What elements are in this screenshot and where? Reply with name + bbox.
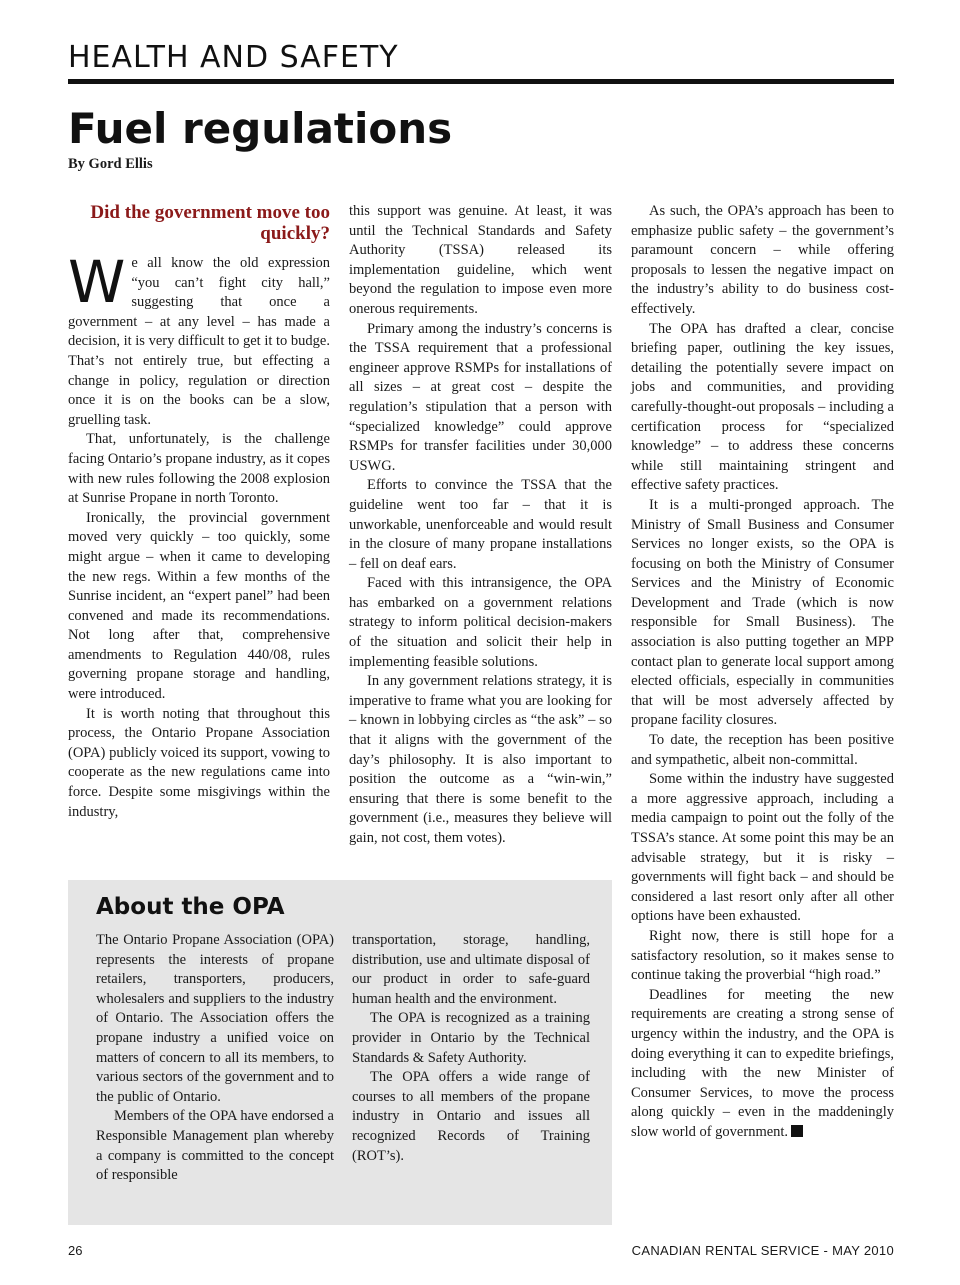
pull-quote: Did the government move too quickly? (90, 202, 330, 244)
paragraph: transportation, storage, handling, distribution, use and ultimate disposal of our product in order to safe-guard human health and the environment. (352, 932, 590, 1007)
paragraph: To date, the reception has been positive and sympathetic, albeit non-committal. (631, 732, 894, 768)
paragraph: Efforts to convince the TSSA that the guideline went too far – that it is unworkable, unenforceable and would result in the closure of many propane installations – fell on deaf ears. (349, 477, 612, 572)
paragraph: Deadlines for meeting the new requirements are creating a strong sense of urgency within the industry, and the OPA is doing everything it can to expedite briefings, including with the new Minister of Consumer Services, to move the process along quickly – even in the maddeningly slow world of government. (631, 986, 894, 1140)
paragraph: In any government relations strategy, it is imperative to frame what you are looking for – known in lobbying circles as “the ask” – so that it aligns with the government of the day’s philosophy. It is also important to position the outcome as a “win-win,” ensuring that there is some benefit to the government (i.e., measures they believe will gain, not cost, them votes). (349, 673, 612, 846)
column-3 (631, 202, 894, 1143)
paragraph: Some within the industry have suggested a more aggressive approach, including a media campaign to point out the folly of the TSSA’s stance. At some point this may be an advisable strategy, but it is risky – governments will fight back – and should be considered a last resort only after all other options have been exhausted. (631, 771, 894, 925)
sidebar-column-2 (352, 931, 590, 1166)
paragraph: We all know the old expression “you can’t fight city hall,” suggesting that once a government – at any level – has made a decision, it is very difficult to get it to budge. That’s not entirely true, but effecting a change in policy, regulation or direction once it is on the books can be a slow, gruelling task. (68, 248, 330, 428)
end-mark-icon (791, 1125, 803, 1137)
byline: By Gord Ellis (68, 156, 153, 172)
paragraph: Ironically, the provincial government moved very quickly – too quickly, some might argue – when it came to developing the new regs. Within a few months of the Sunrise incident, an “expert panel” had been convened and made its recommendations. Not long after that, comprehensive amendments to Regulation 440/08, rules governing propane storage and handling, were introduced. (68, 509, 330, 703)
paragraph: As such, the OPA’s approach has been to emphasize public safety – the government’s paramount concern – while offering proposals to lessen the negative impact on the industry’s ability to do business cost-effectively. (631, 203, 894, 317)
publication-footer: CANADIAN RENTAL SERVICE - MAY 2010 (631, 1243, 894, 1258)
paragraph: That, unfortunately, is the challenge facing Ontario’s propane industry, as it copes with new rules following the 2008 explosion at Sunrise Propane in north Toronto. (68, 431, 331, 507)
section-header: HEALTH AND SAFETY (68, 40, 399, 75)
section-rule (68, 79, 894, 84)
drop-cap: W (68, 248, 126, 316)
page-number: 26 (68, 1243, 83, 1258)
paragraph: Right now, there is still hope for a satisfactory resolution, so it makes sense to continue taking the proverbial “high road.” (631, 927, 894, 984)
paragraph: The OPA has drafted a clear, concise briefing paper, outlining the key issues, detailing the potentially severe impact on jobs and communities, and providing carefully-thought-out proposals – including a certification process for “specialized knowledge” – to address these concerns while still maintaining stringent and effective safety practices. (631, 320, 894, 494)
paragraph: The OPA offers a wide range of courses to all members of the propane industry in Ontario and issues all recognized Records of Training (ROT’s). (352, 1069, 590, 1164)
sidebar-title: About the OPA (96, 894, 285, 920)
column-1 (68, 202, 330, 822)
paragraph: this support was genuine. At least, it was until the Technical Standards and Safety Authority (TSSA) released its implementation guideline, which went beyond the regulation to impose even more onerous requirements. (349, 203, 612, 317)
paragraph: It is a multi-pronged approach. The Ministry of Small Business and Consumer Services no longer exists, so the OPA is focusing on both the Ministry of Consumer Services and the Ministry of Economic Development and Trade (which is now responsible for Small Business). The association is also putting together an MPP contact plan to generate local support among elected officials, especially in communities that will be most adversely affected by propane facility closures. (631, 496, 894, 729)
sidebar-column-1 (96, 931, 334, 1186)
paragraph: Faced with this intransigence, the OPA has embarked on a government relations strategy to inform political decision-makers of the situation and solicit their help in implementing feasible solutions. (349, 575, 612, 670)
paragraph: The OPA is recognized as a training provider in Ontario by the Technical Standards & Safety Authority. (352, 1010, 590, 1066)
sidebar-box (68, 880, 612, 1225)
article-title: Fuel regulations (68, 104, 453, 153)
paragraph: The Ontario Propane Association (OPA) represents the interests of propane retailers, transporters, producers, wholesalers and suppliers to the industry of Ontario. The Association offers the propane industry a unified voice on matters of concern to all its members, to various sectors of the government and to the public of Ontario. (96, 932, 334, 1105)
paragraph: Primary among the industry’s concerns is the TSSA requirement that a professional engineer approve RSMPs for installations of all sizes – at great cost – despite the regulation’s stipulation that a person with “specialized knowledge” could approve RSMPs for transfer facilities under 30,000 USWG. (349, 320, 612, 474)
paragraph: Members of the OPA have endorsed a Responsible Management plan whereby a company is committed to the concept of responsible (96, 1108, 334, 1184)
column-2 (349, 202, 612, 849)
paragraph: It is worth noting that throughout this process, the Ontario Propane Association (OPA) publicly voiced its support, vowing to cooperate as the new regulations came into force. Despite some misgivings within the industry, (68, 705, 330, 820)
